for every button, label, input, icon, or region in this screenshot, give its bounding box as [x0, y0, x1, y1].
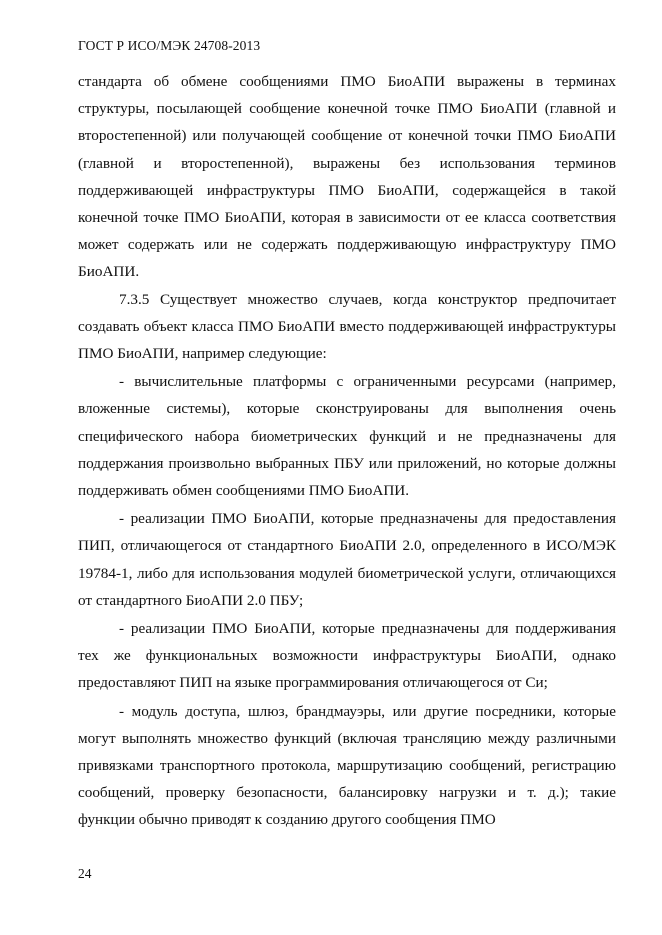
list-item-alternative-api: - реализации ПМО БиоАПИ, которые предназначены для предоставления ПИП, отличающегося от стандартного БиоАПИ 2.0, определенного в ИСО/МЭК 19784-1, либо для использования модулей биометрической услуги, отличающихся от стандартного БиоАПИ 2.0 ПБУ; [78, 510, 616, 609]
list-item-other-language: - реализации ПМО БиоАПИ, которые предназначены для поддерживания тех же функциональных возможности инфраструктуры БиоАПИ, однако предоставляют ПИП на языке программирования отличающегося от Си; [78, 620, 616, 692]
list-item-limited-platforms: - вычислительные платформы с ограниченными ресурсами (например, вложенные системы), которые сконструированы для выполнения очень специфического набора биометрических функций и не предназначены для поддержания произвольно выбранных ПБУ или приложений, но которые должны поддерживать обмен сообщениями ПМО БиоАПИ. [78, 373, 616, 500]
page-number: 24 [78, 866, 92, 881]
paragraph-continuation: стандарта об обмене сообщениями ПМО БиоАПИ выражены в терминах структуры, посылающей сообщение конечной точке ПМО БиоАПИ (главной и второстепенной) или получающей сообщение от конечной точки ПМО БиоАПИ (главной и второстепенной), выражены без использования терминов поддерживающей инфраструктуры ПМО БиоАПИ, содержащейся в такой конечной точке ПМО БиоАПИ, которая в зависимости от ее класса соответствия может содержать или не содержать поддерживающую инфраструктуру ПМО БиоАПИ. [78, 73, 616, 281]
document-header: ГОСТ Р ИСО/МЭК 24708-2013 [78, 38, 261, 53]
paragraph-section-7-3-5: 7.3.5 Существует множество случаев, когда конструктор предпочитает создавать объект класса ПМО БиоАПИ вместо поддерживающей инфраструктуры ПМО БиоАПИ, например следующие: [78, 290, 616, 363]
list-item-intermediaries: - модуль доступа, шлюз, брандмауэры, или другие посредники, которые могут выполнять множество функций (включая трансляцию между различными привязками транспортного протокола, маршрутизацию сообщений, регистрацию сообщений, проверку безопасности, балансировку нагрузки и т. д.); такие функции обычно приводят к созданию другого сообщения ПМО [78, 702, 616, 829]
document-body [78, 68, 616, 834]
